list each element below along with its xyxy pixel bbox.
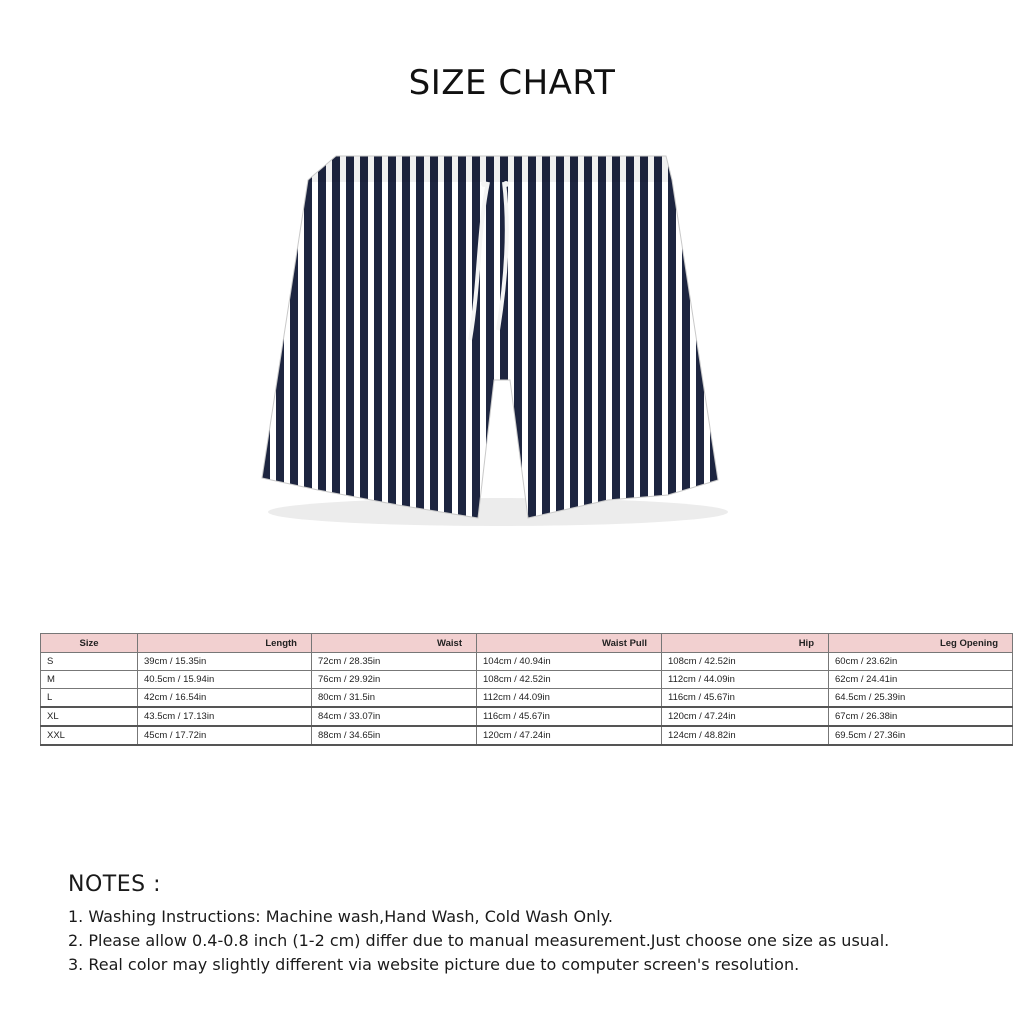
column-header-waist: Waist — [312, 634, 477, 653]
column-header-size: Size — [41, 634, 138, 653]
table-cell: XXL — [41, 726, 138, 745]
page-title: SIZE CHART — [408, 62, 616, 103]
table-cell: 67cm / 26.38in — [829, 707, 1013, 726]
table-cell: 116cm / 45.67in — [662, 689, 829, 708]
note-item: 1. Washing Instructions: Machine wash,Hand Wash, Cold Wash Only. — [68, 907, 613, 926]
notes-title: NOTES : — [68, 872, 161, 897]
table-cell: 72cm / 28.35in — [312, 653, 477, 671]
column-header-waist-pull: Waist Pull — [477, 634, 662, 653]
table-row — [41, 726, 1013, 745]
size-table — [40, 633, 1013, 746]
table-cell: 84cm / 33.07in — [312, 707, 477, 726]
column-header-hip: Hip — [662, 634, 829, 653]
striped-swim-shorts-image — [248, 140, 748, 540]
table-row — [41, 653, 1013, 671]
column-header-length: Length — [138, 634, 312, 653]
table-cell: 42cm / 16.54in — [138, 689, 312, 708]
table-cell: 62cm / 24.41in — [829, 671, 1013, 689]
table-cell: 108cm / 42.52in — [477, 671, 662, 689]
table-cell: 112cm / 44.09in — [477, 689, 662, 708]
notes-section — [68, 872, 1008, 977]
table-cell: M — [41, 671, 138, 689]
notes-list — [68, 905, 1008, 977]
table-cell: 76cm / 29.92in — [312, 671, 477, 689]
table-row — [41, 707, 1013, 726]
table-cell: 43.5cm / 17.13in — [138, 707, 312, 726]
table-cell: 39cm / 15.35in — [138, 653, 312, 671]
table-cell: 40.5cm / 15.94in — [138, 671, 312, 689]
column-header-leg-opening: Leg Opening — [829, 634, 1013, 653]
table-cell: XL — [41, 707, 138, 726]
table-cell: 112cm / 44.09in — [662, 671, 829, 689]
table-cell: 88cm / 34.65in — [312, 726, 477, 745]
table-header-row — [41, 634, 1013, 653]
table-cell: L — [41, 689, 138, 708]
table-cell: 104cm / 40.94in — [477, 653, 662, 671]
table-cell: 108cm / 42.52in — [662, 653, 829, 671]
table-cell: 45cm / 17.72in — [138, 726, 312, 745]
table-cell: 124cm / 48.82in — [662, 726, 829, 745]
table-row — [41, 671, 1013, 689]
table-cell: 120cm / 47.24in — [477, 726, 662, 745]
table-cell: 69.5cm / 27.36in — [829, 726, 1013, 745]
table-row — [41, 689, 1013, 708]
note-item: 2. Please allow 0.4-0.8 inch (1-2 cm) differ due to manual measurement.Just choose one size as usual. — [68, 931, 890, 950]
table-cell: 60cm / 23.62in — [829, 653, 1013, 671]
table-cell: 116cm / 45.67in — [477, 707, 662, 726]
table-cell: 120cm / 47.24in — [662, 707, 829, 726]
table-cell: S — [41, 653, 138, 671]
table-cell: 80cm / 31.5in — [312, 689, 477, 708]
table-cell: 64.5cm / 25.39in — [829, 689, 1013, 708]
note-item: 3. Real color may slightly different via website picture due to computer screen's resolution. — [68, 955, 800, 974]
